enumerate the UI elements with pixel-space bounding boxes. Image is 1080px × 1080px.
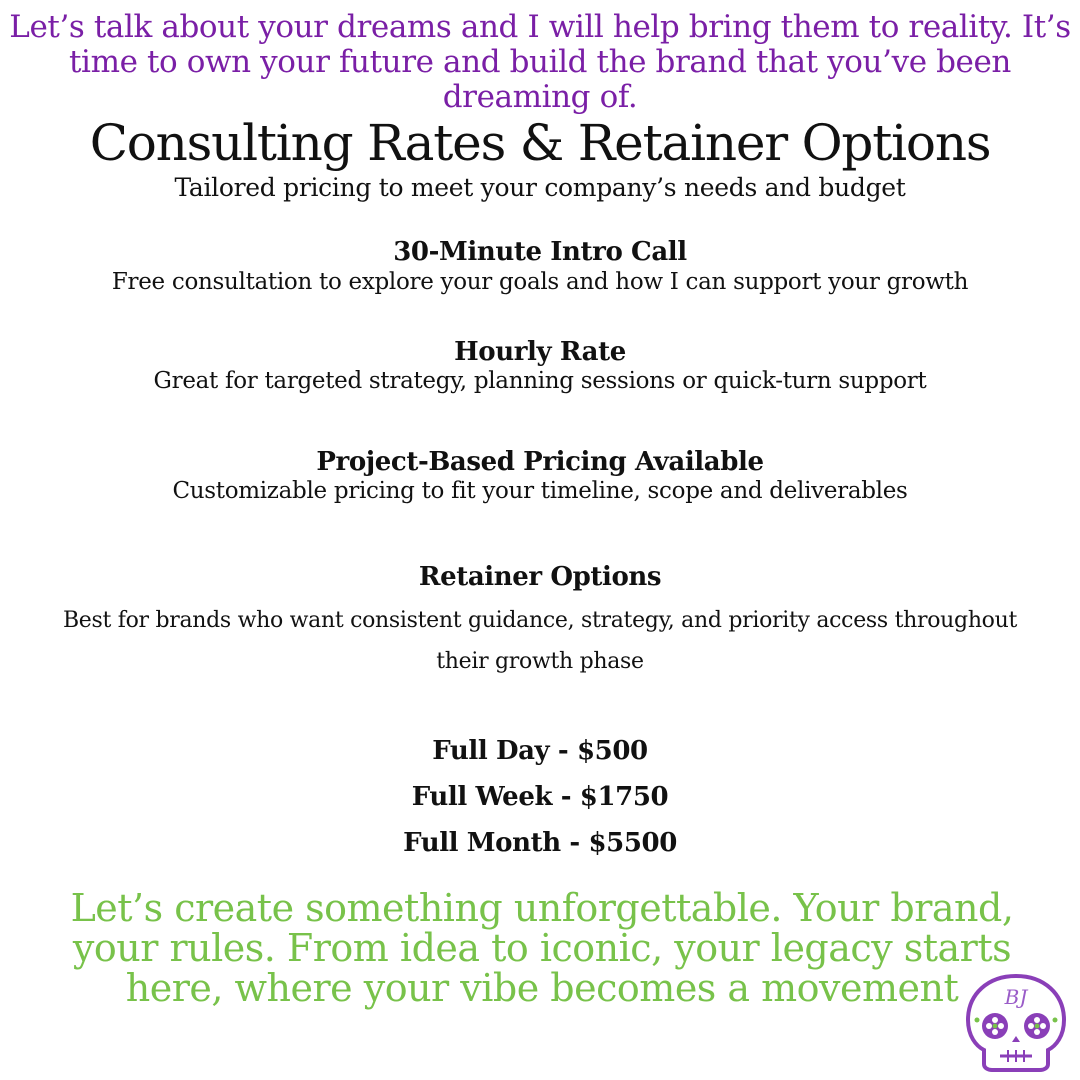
section-description: Great for targeted strategy, planning sessions or quick-turn support [153,368,927,394]
closing-text: Let’s create something unforgettable. Your brand, your rules. From idea to iconic, your legacy starts here, where your vibe becomes a movement [70,886,1014,1010]
sugar-skull-logo-icon [962,970,1070,1072]
section-title: 30-Minute Intro Call [393,237,687,267]
svg-text:BJ: BJ [1004,985,1028,1009]
price-full-week: Full Week - $1750 [411,782,669,812]
section-description: Best for brands who want consistent guidance, strategy, and priority access throughout their growth phase [62,608,1018,674]
page-title: Consulting Rates & Retainer Options [89,114,991,172]
price-full-month: Full Month - $5500 [403,828,677,858]
section-title: Project-Based Pricing Available [316,447,764,477]
section-description: Customizable pricing to fit your timeline, scope and deliverables [172,478,908,504]
page-subtitle: Tailored pricing to meet your company’s needs and budget [174,173,906,202]
section-title: Retainer Options [418,562,662,592]
intro-text: Let’s talk about your dreams and I will help bring them to reality. It’s time to own your future and build the brand that you’ve been dreaming of. [9,9,1071,115]
price-full-day: Full Day - $500 [432,736,648,766]
section-description: Free consultation to explore your goals and how I can support your growth [111,269,969,295]
section-title: Hourly Rate [454,337,626,367]
